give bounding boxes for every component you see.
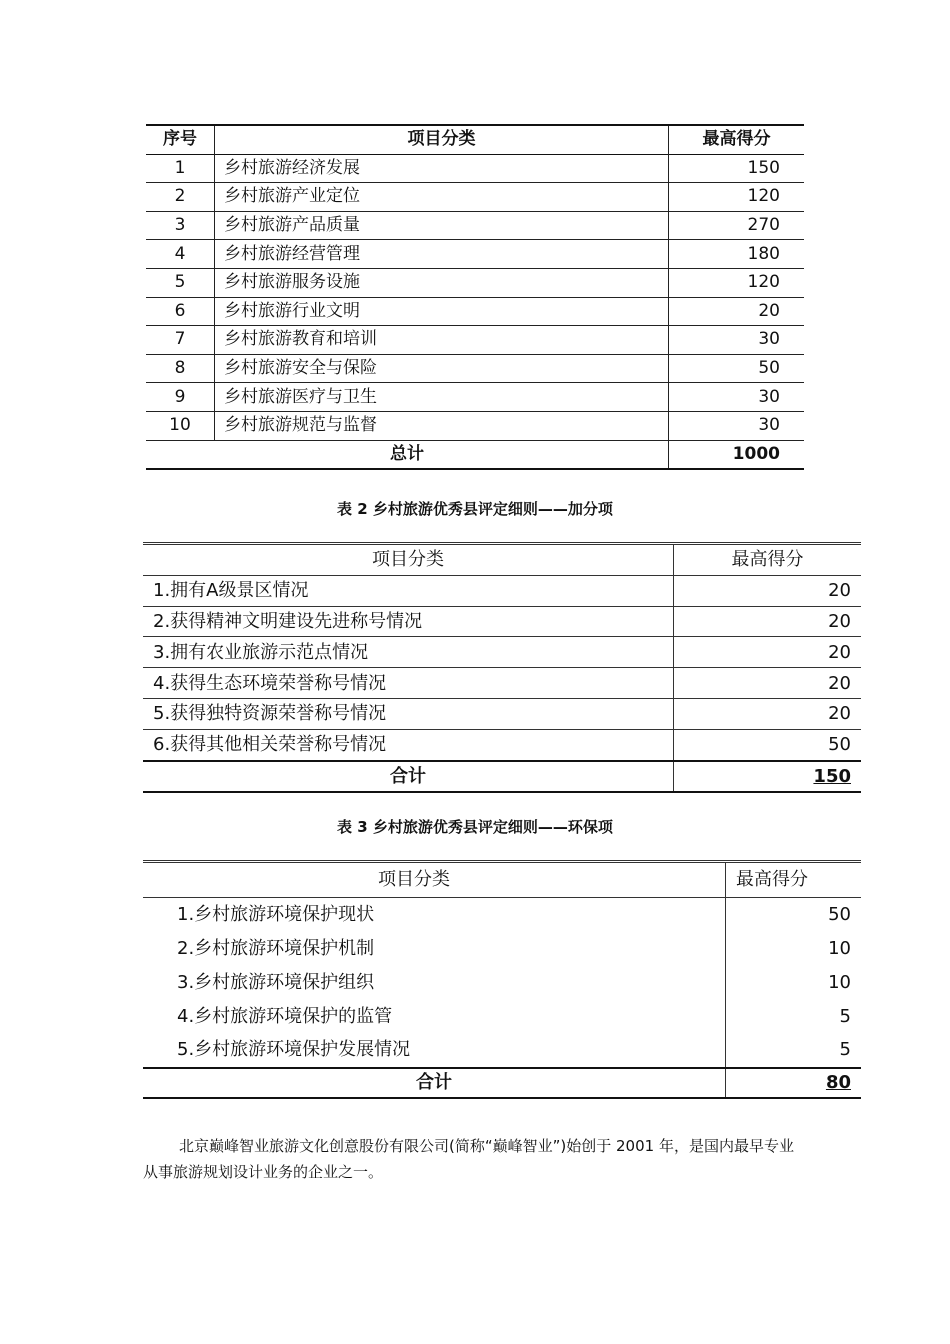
table3-caption: 表 3 乡村旅游优秀县评定细则——环保项 bbox=[337, 818, 613, 836]
table-cell: 6 bbox=[146, 297, 215, 326]
header-index: 序号 bbox=[146, 125, 215, 154]
bonus-score-table bbox=[143, 542, 861, 793]
table-cell: 50 bbox=[758, 358, 780, 379]
table-body bbox=[146, 154, 804, 440]
table-row bbox=[143, 999, 861, 1033]
table-cell: 5 bbox=[839, 1005, 851, 1027]
intro-paragraph: 北京巅峰智业旅游文化创意股份有限公司(简称“巅峰智业”)始创于 2001 年，是国内最早专业从事旅游规划设计业务的企业之一。 bbox=[143, 1137, 794, 1181]
table-row bbox=[143, 1033, 861, 1068]
table-cell: 5.获得独特资源荣誉称号情况 bbox=[143, 698, 674, 729]
table-row bbox=[146, 268, 804, 297]
table-cell: 2 bbox=[146, 183, 215, 212]
total-value: 1000 bbox=[732, 443, 780, 464]
table-cell: 3.乡村旅游环境保护组织 bbox=[143, 965, 726, 999]
table-body bbox=[143, 575, 861, 760]
table-cell: 4 bbox=[146, 240, 215, 269]
table-cell: 乡村旅游经营管理 bbox=[215, 240, 669, 269]
table-cell: 2.乡村旅游环境保护机制 bbox=[143, 932, 726, 966]
table-row bbox=[146, 240, 804, 269]
table-cell: 乡村旅游经济发展 bbox=[215, 154, 669, 183]
total-value: 150 bbox=[813, 765, 851, 787]
table-row bbox=[143, 729, 861, 760]
score-table-main bbox=[146, 124, 804, 470]
table-cell: 7 bbox=[146, 326, 215, 355]
table-row bbox=[143, 932, 861, 966]
table-cell: 6.获得其他相关荣誉称号情况 bbox=[143, 729, 674, 760]
total-value-cell bbox=[674, 761, 862, 793]
table-cell: 150 bbox=[747, 157, 780, 178]
total-label: 总计 bbox=[146, 440, 669, 469]
table-total-row bbox=[146, 440, 804, 469]
table-row bbox=[143, 897, 861, 931]
table-cell: 30 bbox=[758, 415, 780, 436]
header-max-score: 最高得分 bbox=[736, 869, 808, 891]
table-header-row bbox=[143, 862, 861, 898]
table-total-row bbox=[143, 1068, 861, 1098]
table-row bbox=[146, 154, 804, 183]
total-label: 合计 bbox=[143, 761, 674, 793]
table-row bbox=[146, 183, 804, 212]
table-cell: 180 bbox=[747, 243, 780, 264]
table-row bbox=[143, 698, 861, 729]
table-cell: 2.获得精神文明建设先进称号情况 bbox=[143, 606, 674, 637]
header-category: 项目分类 bbox=[143, 544, 674, 576]
table-row bbox=[146, 297, 804, 326]
table-row bbox=[146, 326, 804, 355]
table-cell: 乡村旅游产品质量 bbox=[215, 211, 669, 240]
total-value: 80 bbox=[825, 1071, 851, 1093]
table-cell: 30 bbox=[758, 329, 780, 350]
table-cell: 3.拥有农业旅游示范点情况 bbox=[143, 637, 674, 668]
table-cell: 50 bbox=[828, 734, 851, 756]
table-row bbox=[143, 575, 861, 606]
header-category: 项目分类 bbox=[215, 125, 669, 154]
table-row bbox=[146, 383, 804, 412]
company-intro bbox=[143, 1133, 803, 1185]
table-cell: 乡村旅游教育和培训 bbox=[215, 326, 669, 355]
table-cell: 4.乡村旅游环境保护的监管 bbox=[143, 999, 726, 1033]
table-row bbox=[143, 965, 861, 999]
table-cell: 1.拥有A级景区情况 bbox=[143, 575, 674, 606]
total-value-cell bbox=[726, 1068, 862, 1098]
table-header-row bbox=[146, 125, 804, 154]
table-cell: 5 bbox=[146, 268, 215, 297]
table2-caption: 表 2 乡村旅游优秀县评定细则——加分项 bbox=[337, 500, 613, 518]
table-cell: 5.乡村旅游环境保护发展情况 bbox=[143, 1033, 726, 1068]
table-total-row bbox=[143, 761, 861, 793]
table-cell: 20 bbox=[828, 580, 851, 602]
table-cell: 乡村旅游医疗与卫生 bbox=[215, 383, 669, 412]
table-cell: 10 bbox=[828, 937, 851, 959]
table-cell: 10 bbox=[828, 971, 851, 993]
table-cell: 20 bbox=[828, 641, 851, 663]
table-cell: 乡村旅游产业定位 bbox=[215, 183, 669, 212]
table-row bbox=[146, 411, 804, 440]
table-cell: 270 bbox=[747, 215, 780, 236]
table-cell: 5 bbox=[839, 1039, 851, 1061]
table-cell: 30 bbox=[758, 386, 780, 407]
table-body bbox=[143, 897, 861, 1067]
table-cell: 50 bbox=[828, 904, 851, 926]
header-max-score: 最高得分 bbox=[731, 549, 804, 571]
table-row bbox=[146, 354, 804, 383]
table-cell: 3 bbox=[146, 211, 215, 240]
table-cell: 1.乡村旅游环境保护现状 bbox=[143, 897, 726, 931]
header-max-score: 最高得分 bbox=[702, 129, 771, 150]
table-row bbox=[143, 637, 861, 668]
table-cell: 9 bbox=[146, 383, 215, 412]
table-cell: 乡村旅游行业文明 bbox=[215, 297, 669, 326]
table-cell: 120 bbox=[747, 272, 780, 293]
table-cell: 20 bbox=[828, 672, 851, 694]
table-cell: 1 bbox=[146, 154, 215, 183]
table-row bbox=[143, 606, 861, 637]
table-cell: 20 bbox=[758, 300, 780, 321]
environment-score-table bbox=[143, 860, 861, 1099]
table-cell: 乡村旅游服务设施 bbox=[215, 268, 669, 297]
table-row bbox=[143, 668, 861, 699]
header-category: 项目分类 bbox=[143, 862, 726, 898]
table-cell: 10 bbox=[146, 411, 215, 440]
table-cell: 8 bbox=[146, 354, 215, 383]
table-row bbox=[146, 211, 804, 240]
table-cell: 20 bbox=[828, 703, 851, 725]
table-cell: 乡村旅游安全与保险 bbox=[215, 354, 669, 383]
table-cell: 20 bbox=[828, 610, 851, 632]
total-label: 合计 bbox=[143, 1068, 726, 1098]
table-header-row bbox=[143, 544, 861, 576]
table-cell: 120 bbox=[747, 186, 780, 207]
table-cell: 4.获得生态环境荣誉称号情况 bbox=[143, 668, 674, 699]
table-cell: 乡村旅游规范与监督 bbox=[215, 411, 669, 440]
